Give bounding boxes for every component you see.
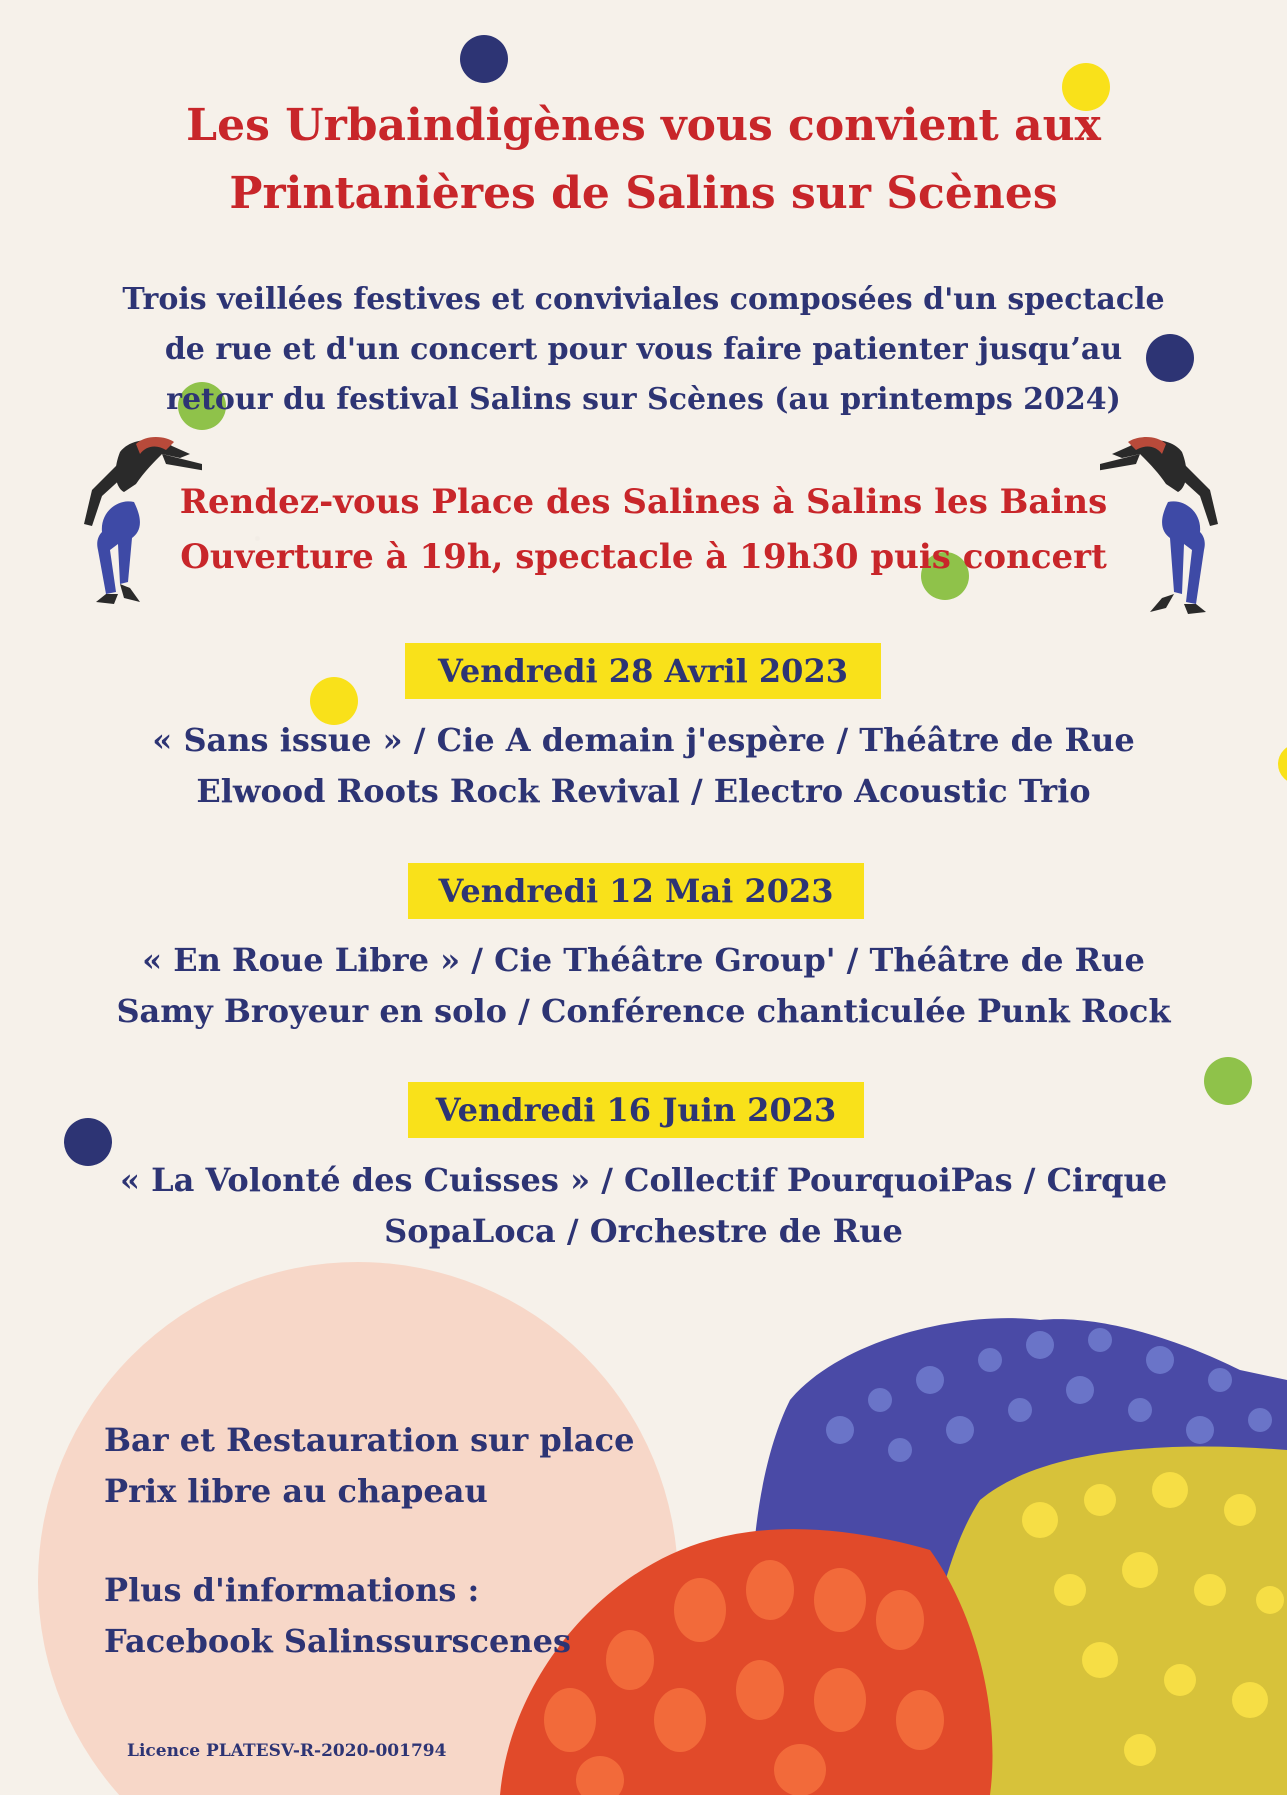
event-2-line-1: « En Roue Libre » / Cie Théâtre Group' / Théâtre de Rue [142, 941, 1145, 979]
facebook-link[interactable]: Facebook Salinssurscenes [104, 1622, 571, 1660]
intro-line-1: Trois veillées festives et conviviales composées d'un spectacle [122, 282, 1165, 317]
rendezvous-line-2: Ouverture à 19h, spectacle à 19h30 puis concert [180, 537, 1107, 577]
info-block-practical [104, 1415, 634, 1517]
intro-line-3: retour du festival Salins sur Scènes (au printemps 2024) [166, 382, 1121, 417]
event-1-line-2: Elwood Roots Rock Revival / Electro Acoustic Trio [196, 772, 1091, 810]
event-3-line-1: « La Volonté des Cuisses » / Collectif PourquoiPas / Cirque [119, 1161, 1168, 1199]
intro-line-2: de rue et d'un concert pour vous faire patienter jusqu’au [164, 332, 1123, 367]
rendezvous-info [0, 475, 1287, 585]
event-date-3: Vendredi 16 Juin 2023 [408, 1082, 864, 1138]
event-details-2 [0, 935, 1287, 1037]
prix-libre: Prix libre au chapeau [104, 1472, 488, 1510]
title-line-2: Printanières de Salins sur Scènes [229, 168, 1058, 219]
info-block-contact [104, 1565, 571, 1667]
event-details-3 [0, 1155, 1287, 1257]
flowers-illustration [480, 1300, 1287, 1795]
event-date-1: Vendredi 28 Avril 2023 [405, 643, 881, 699]
event-details-1 [0, 715, 1287, 817]
licence-number: Licence PLATESV-R-2020-001794 [127, 1741, 447, 1761]
rendezvous-line-1: Rendez-vous Place des Salines à Salins les Bains [179, 482, 1108, 522]
plus-informations-label: Plus d'informations : [104, 1571, 480, 1609]
event-1-line-1: « Sans issue » / Cie A demain j'espère / Théâtre de Rue [152, 721, 1135, 759]
event-date-2: Vendredi 12 Mai 2023 [408, 863, 864, 919]
title-line-1: Les Urbaindigènes vous convient aux [186, 100, 1101, 151]
event-3-line-2: SopaLoca / Orchestre de Rue [384, 1212, 903, 1250]
navy-dot [460, 35, 508, 83]
green-dot [1204, 1057, 1252, 1105]
bar-restauration: Bar et Restauration sur place [104, 1421, 635, 1459]
intro-text [0, 275, 1287, 425]
poster-title [0, 92, 1287, 228]
event-2-line-2: Samy Broyeur en solo / Conférence chanticulée Punk Rock [116, 992, 1171, 1030]
